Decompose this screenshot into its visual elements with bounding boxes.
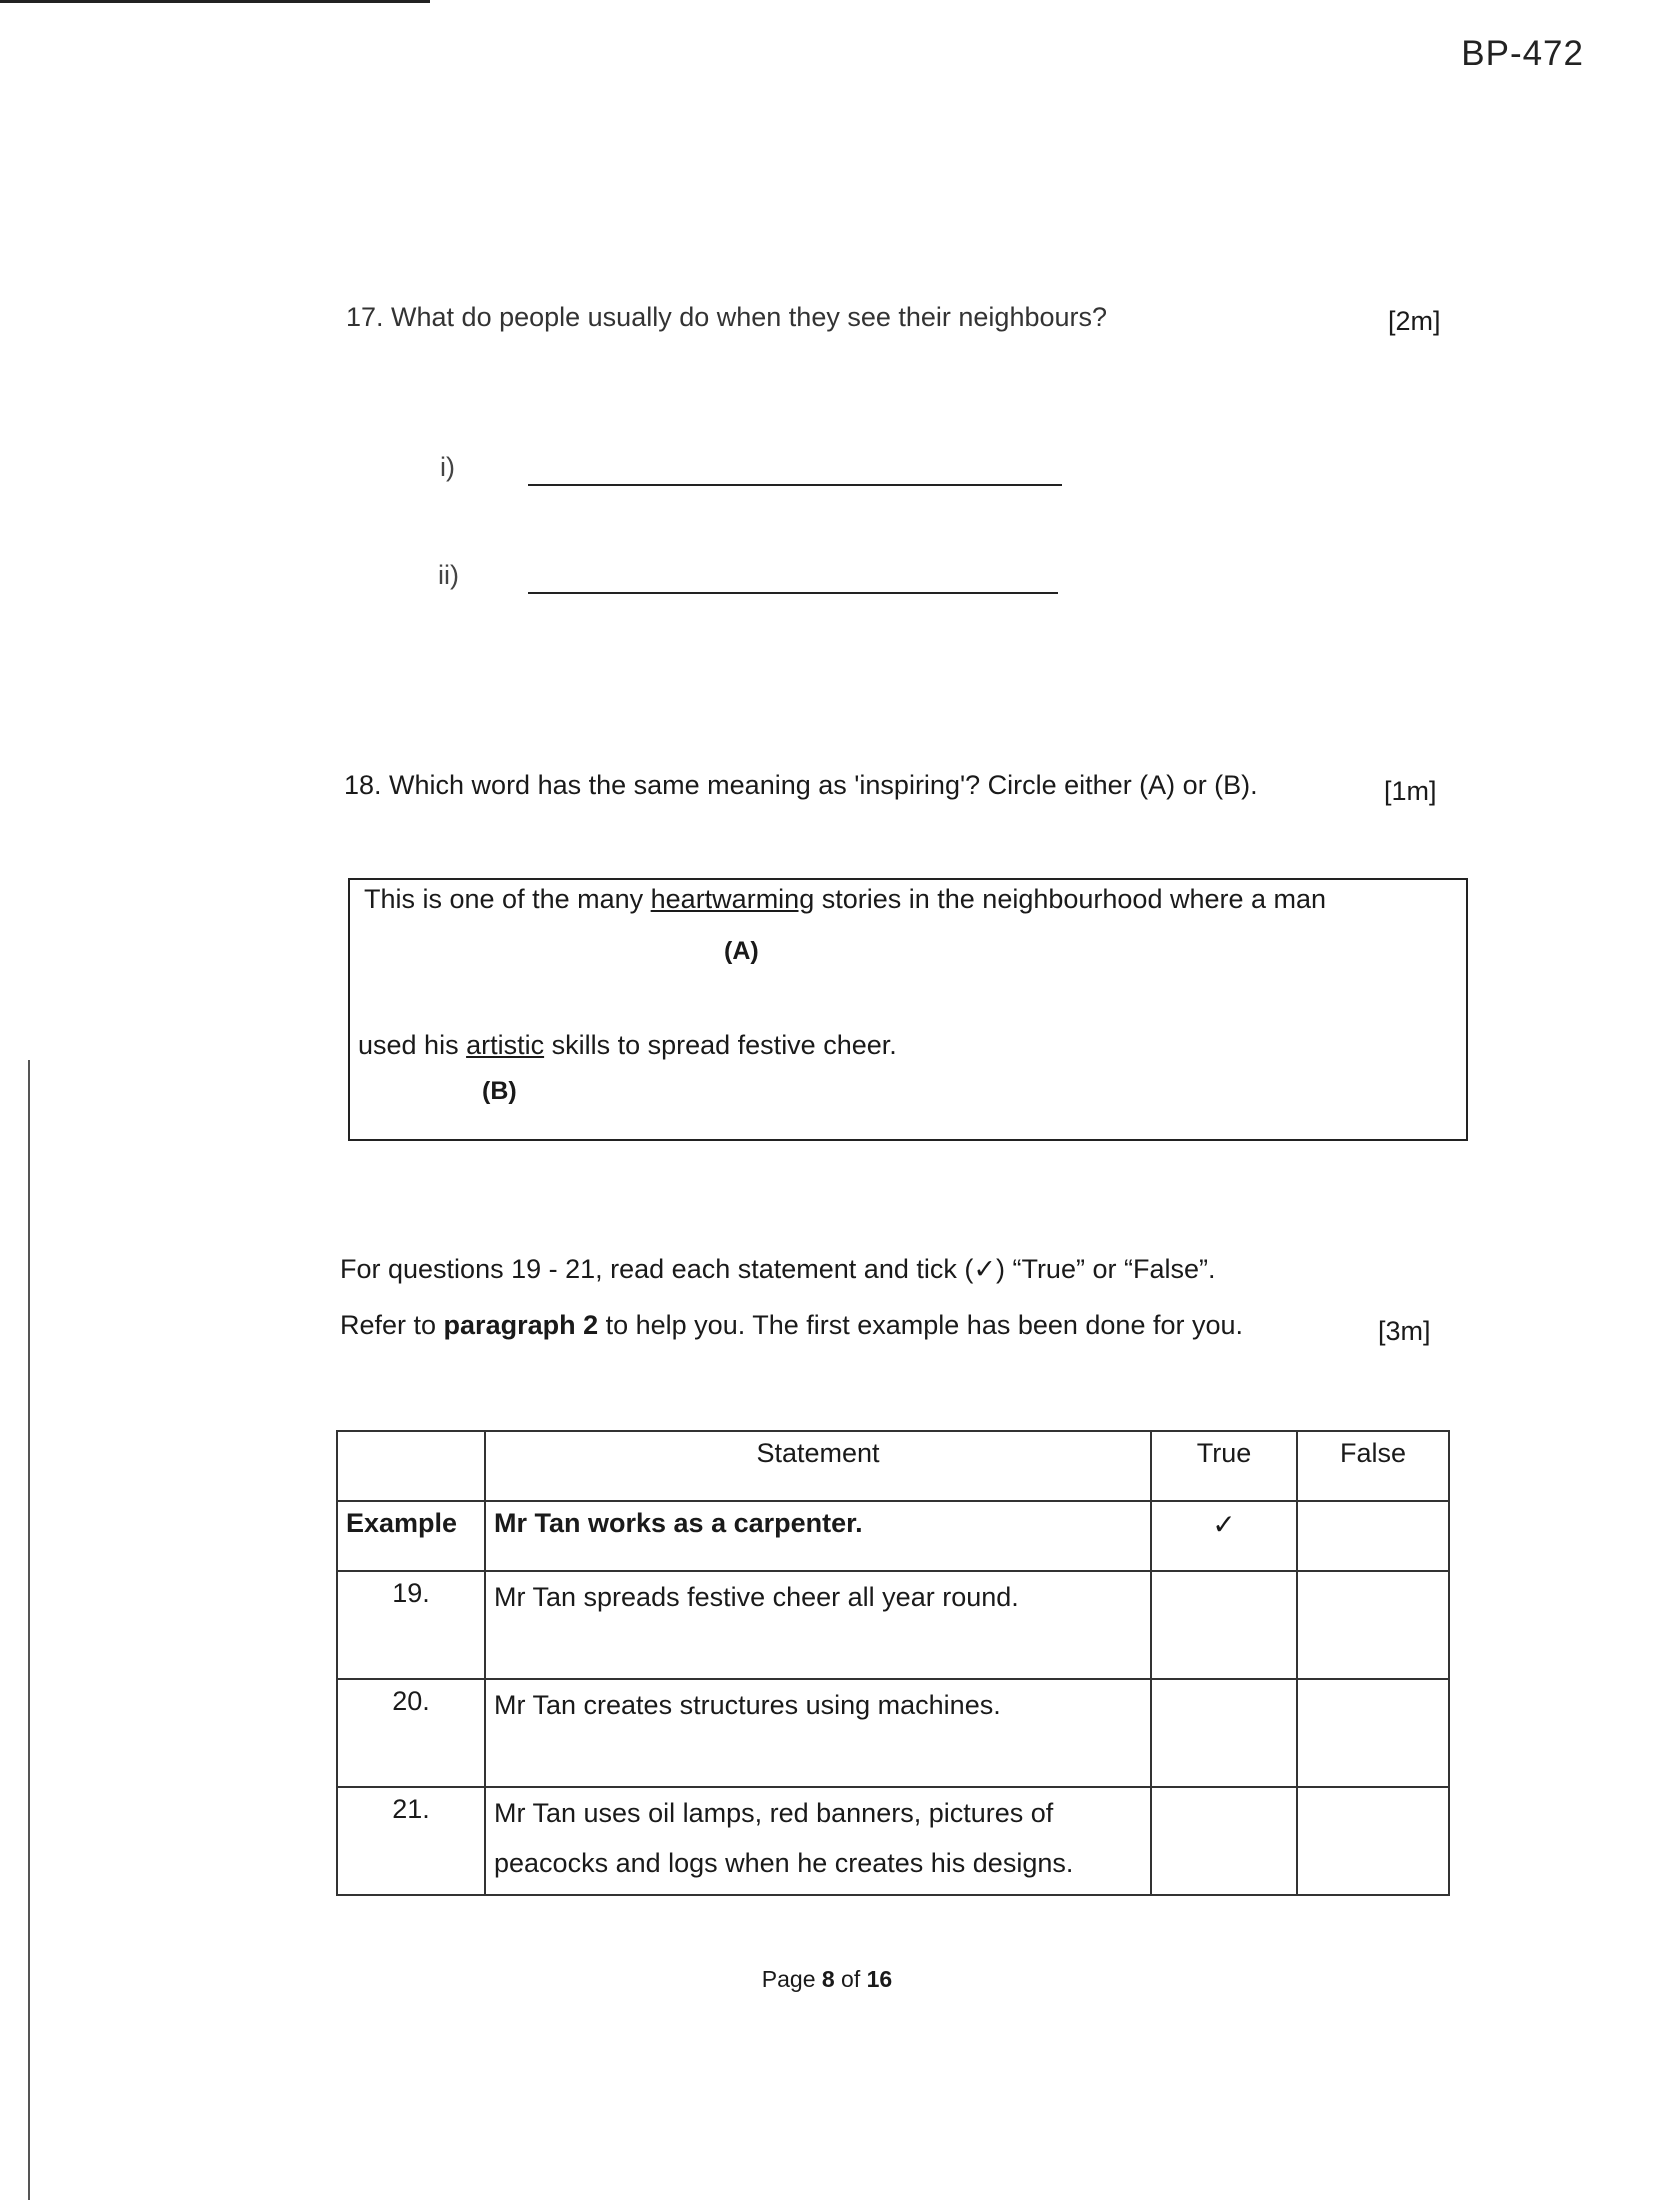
row-statement: Mr Tan uses oil lamps, red banners, pictures of peacocks and logs when he creates his designs. xyxy=(485,1787,1151,1895)
footer-text: of xyxy=(834,1966,867,1992)
q17-marks: [2m] xyxy=(1388,306,1441,336)
row-statement: Mr Tan spreads festive cheer all year round. xyxy=(485,1571,1151,1679)
instruction-text: to help you. The first example has been done for you. xyxy=(598,1310,1244,1340)
true-tick-box[interactable] xyxy=(1151,1571,1297,1679)
page-footer xyxy=(0,1966,1654,1993)
header-number xyxy=(337,1431,485,1501)
q18-passage-line-2 xyxy=(358,1030,897,1061)
q19-21-marks: [3m] xyxy=(1378,1316,1431,1346)
instruction-text: Refer to xyxy=(340,1310,444,1340)
row-statement: Mr Tan creates structures using machines. xyxy=(485,1679,1151,1787)
row-number: 19. xyxy=(337,1571,485,1679)
margin-line xyxy=(28,1060,30,2200)
page-code: BP-472 xyxy=(1461,34,1584,73)
option-b-label[interactable]: (B) xyxy=(482,1077,517,1105)
footer-text: Page xyxy=(761,1966,822,1992)
false-tick-box[interactable] xyxy=(1297,1571,1449,1679)
header-false: False xyxy=(1297,1431,1449,1501)
option-a-label[interactable]: (A) xyxy=(724,937,759,965)
passage-text: skills to spread festive cheer. xyxy=(544,1030,897,1060)
table-row xyxy=(337,1571,1449,1679)
q18-marks: [1m] xyxy=(1384,776,1437,806)
row-number: 21. xyxy=(337,1787,485,1895)
passage-text: used his xyxy=(358,1030,467,1060)
example-true-tick: ✓ xyxy=(1151,1501,1297,1571)
current-page: 8 xyxy=(821,1966,835,1992)
passage-text: This is one of the many xyxy=(364,884,651,914)
true-tick-box[interactable] xyxy=(1151,1787,1297,1895)
row-number: 20. xyxy=(337,1679,485,1787)
header-statement: Statement xyxy=(485,1431,1151,1501)
example-statement: Mr Tan works as a carpenter. xyxy=(485,1501,1151,1571)
true-false-table xyxy=(336,1430,1450,1896)
q17-answer-line-1[interactable] xyxy=(528,484,1062,486)
false-tick-box[interactable] xyxy=(1297,1787,1449,1895)
option-b-word[interactable]: artistic xyxy=(466,1030,545,1060)
instructions-line-2 xyxy=(340,1310,1243,1341)
example-label: Example xyxy=(337,1501,485,1571)
instruction-bold: paragraph 2 xyxy=(443,1310,599,1340)
top-rule xyxy=(0,0,430,3)
passage-text: stories in the neighbourhood where a man xyxy=(814,884,1327,914)
true-tick-box[interactable] xyxy=(1151,1679,1297,1787)
false-tick-box[interactable] xyxy=(1297,1679,1449,1787)
table-row xyxy=(337,1787,1449,1895)
table-header-row xyxy=(337,1431,1449,1501)
q17-answer-line-2[interactable] xyxy=(528,592,1058,594)
table-row-example xyxy=(337,1501,1449,1571)
example-false-cell xyxy=(1297,1501,1449,1571)
q17-blank-label-1: i) xyxy=(440,452,455,482)
option-a-word[interactable]: heartwarming xyxy=(650,884,815,914)
q18-passage-line-1 xyxy=(364,884,1326,915)
q17-blank-label-2: ii) xyxy=(438,560,459,590)
instructions-line-1: For questions 19 - 21, read each statement and tick (✓) “True” or “False”. xyxy=(340,1254,1216,1284)
table-row xyxy=(337,1679,1449,1787)
q18-question: 18. Which word has the same meaning as 'inspiring'? Circle either (A) or (B). xyxy=(344,770,1258,800)
total-pages: 16 xyxy=(866,1966,893,1992)
header-true: True xyxy=(1151,1431,1297,1501)
q17-question: 17. What do people usually do when they see their neighbours? xyxy=(346,302,1108,332)
